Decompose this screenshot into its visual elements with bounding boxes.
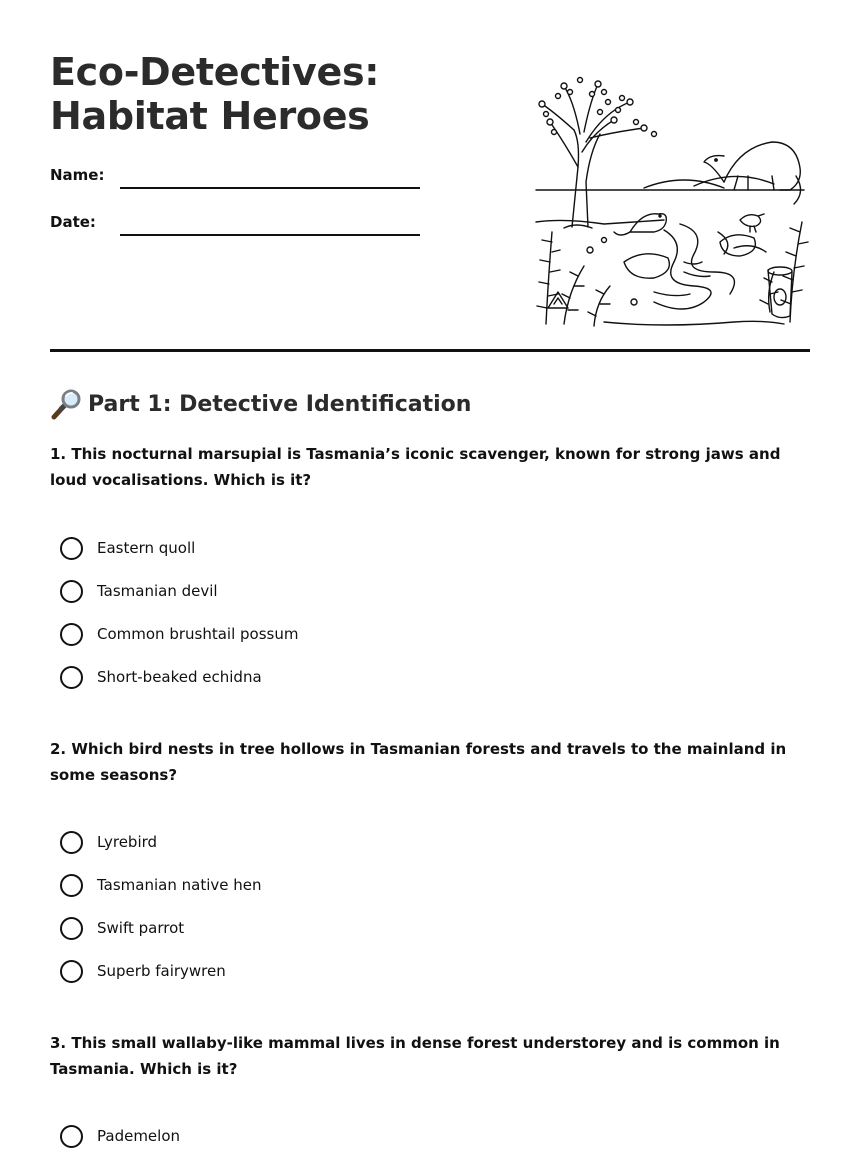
q2-option[interactable] (60, 872, 262, 898)
radio-button[interactable] (60, 874, 83, 897)
part1-heading-text: Part 1: Detective Identification (88, 391, 472, 417)
radio-button[interactable] (60, 1125, 83, 1148)
option-label: Swift parrot (97, 919, 185, 937)
q2-option[interactable] (60, 829, 157, 855)
header-divider (50, 349, 810, 352)
radio-button[interactable] (60, 537, 83, 560)
magnifying-glass-icon (50, 388, 82, 420)
date-label: Date: (50, 213, 96, 231)
name-label: Name: (50, 166, 105, 184)
radio-button[interactable] (60, 580, 83, 603)
q1-option[interactable] (60, 535, 195, 561)
radio-button[interactable] (60, 960, 83, 983)
option-label: Lyrebird (97, 833, 158, 851)
q1-option[interactable] (60, 621, 298, 647)
option-label: Eastern quoll (97, 539, 196, 557)
name-field[interactable] (120, 187, 420, 189)
option-label: Tasmanian devil (97, 582, 218, 600)
radio-button[interactable] (60, 666, 83, 689)
option-label: Common brushtail possum (97, 625, 299, 643)
option-label: Superb fairywren (97, 962, 226, 980)
radio-button[interactable] (60, 917, 83, 940)
question-1: 1. This nocturnal marsupial is Tasmania’s iconic scavenger, known for strong jaws and loud vocalisations. Which is it? (50, 445, 781, 489)
q3-option[interactable] (60, 1123, 180, 1149)
habitat-illustration (534, 72, 810, 330)
radio-button[interactable] (60, 623, 83, 646)
worksheet-title: Eco-Detectives: Habitat Heroes (50, 50, 380, 138)
question-3: 3. This small wallaby-like mammal lives in dense forest understorey and is common in Tasmania. Which is it? (50, 1034, 780, 1078)
q1-option[interactable] (60, 664, 262, 690)
q1-option[interactable] (60, 578, 218, 604)
part1-heading (50, 386, 471, 422)
q2-option[interactable] (60, 958, 226, 984)
radio-button[interactable] (60, 831, 83, 854)
option-label: Pademelon (97, 1127, 181, 1145)
q2-option[interactable] (60, 915, 184, 941)
option-label: Tasmanian native hen (97, 876, 262, 894)
option-label: Short-beaked echidna (97, 668, 262, 686)
question-2: 2. Which bird nests in tree hollows in Tasmanian forests and travels to the mainland in some seasons? (50, 740, 787, 784)
date-field[interactable] (120, 234, 420, 236)
